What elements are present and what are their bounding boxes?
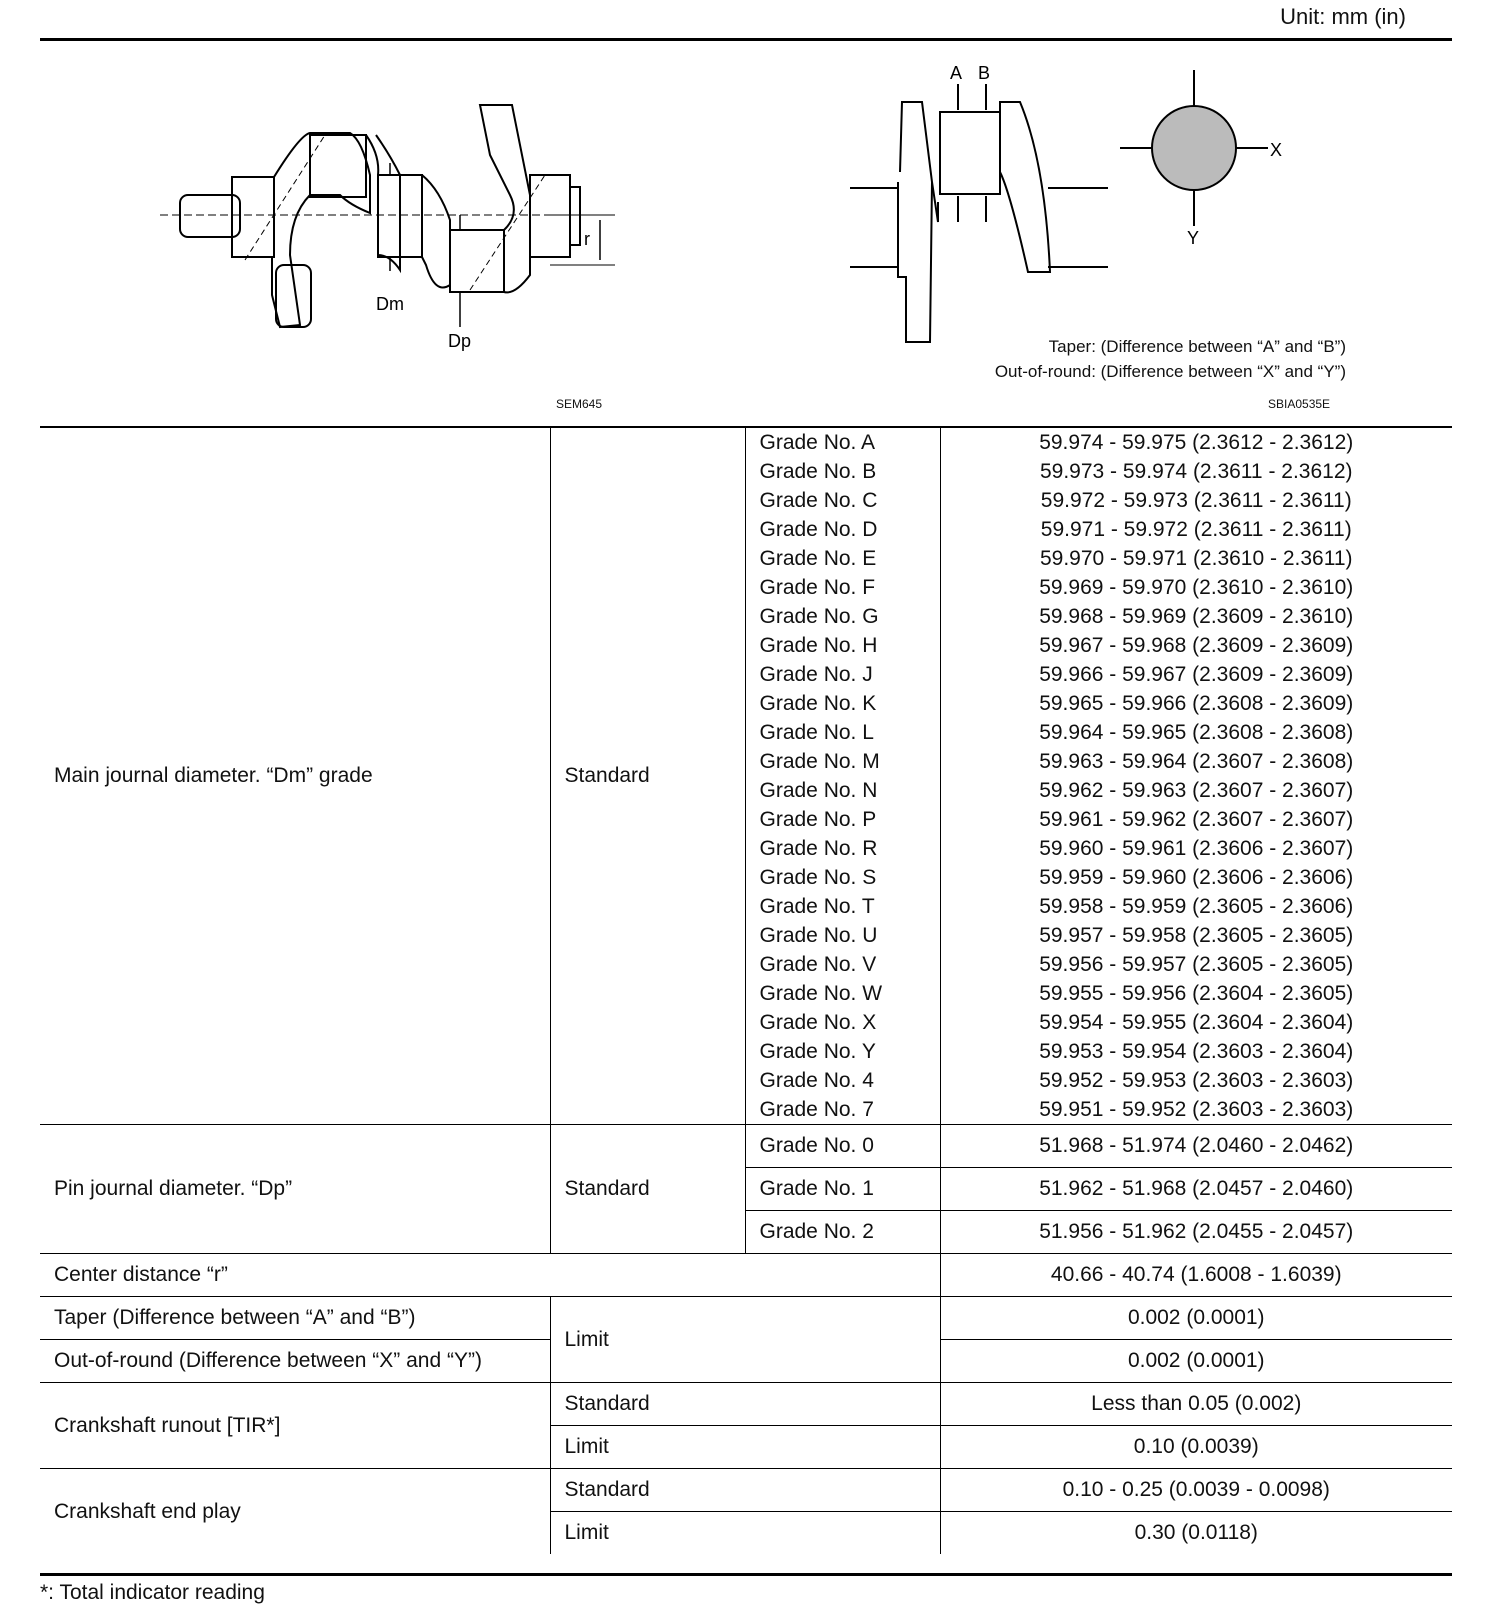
main-grade: Grade No. N: [745, 776, 940, 805]
left-figure-code: SEM645: [556, 397, 603, 411]
right-figure-code: SBIA0535E: [1268, 397, 1331, 411]
main-grade: Grade No. E: [745, 544, 940, 573]
end-play-standard-label: Standard: [550, 1469, 940, 1512]
bottom-rule: [40, 1573, 1452, 1576]
main-value: 59.964 - 59.965 (2.3608 - 2.3608): [940, 718, 1452, 747]
main-value: 59.973 - 59.974 (2.3611 - 2.3612): [940, 457, 1452, 486]
main-grade: Grade No. D: [745, 515, 940, 544]
main-value: 59.966 - 59.967 (2.3609 - 2.3609): [940, 660, 1452, 689]
main-grade: Grade No. Y: [745, 1037, 940, 1066]
main-grade: Grade No. W: [745, 979, 940, 1008]
pin-journal-condition: Standard: [550, 1125, 745, 1254]
pin-journal-label: Pin journal diameter. “Dp”: [40, 1125, 550, 1254]
crankshaft-figure: [150, 95, 630, 365]
main-grade: Grade No. A: [745, 427, 940, 457]
runout-limit-label: Limit: [550, 1426, 940, 1469]
pin-grade: Grade No. 2: [745, 1211, 940, 1254]
main-value: 59.954 - 59.955 (2.3604 - 2.3604): [940, 1008, 1452, 1037]
main-value: 59.957 - 59.958 (2.3605 - 2.3605): [940, 921, 1452, 950]
b-label: B: [978, 63, 991, 83]
main-value: 59.953 - 59.954 (2.3603 - 2.3604): [940, 1037, 1452, 1066]
main-grade: Grade No. B: [745, 457, 940, 486]
main-grade: Grade No. H: [745, 631, 940, 660]
spec-table: [40, 426, 1452, 1554]
unit-label: Unit: mm (in): [1280, 4, 1406, 29]
main-value: 59.965 - 59.966 (2.3608 - 2.3609): [940, 689, 1452, 718]
main-grade-row: [40, 427, 1452, 457]
main-value: 59.963 - 59.964 (2.3607 - 2.3608): [940, 747, 1452, 776]
y-label: Y: [1187, 228, 1200, 248]
end-play-label: Crankshaft end play: [40, 1469, 550, 1555]
main-value: 59.952 - 59.953 (2.3603 - 2.3603): [940, 1066, 1452, 1095]
taper-value: 0.002 (0.0001): [940, 1297, 1452, 1340]
main-value: 59.969 - 59.970 (2.3610 - 2.3610): [940, 573, 1452, 602]
main-value: 59.958 - 59.959 (2.3605 - 2.3606): [940, 892, 1452, 921]
main-grade: Grade No. 7: [745, 1095, 940, 1125]
oor-value: 0.002 (0.0001): [940, 1340, 1452, 1383]
main-grade: Grade No. V: [745, 950, 940, 979]
x-label: X: [1270, 140, 1283, 160]
main-grade: Grade No. M: [745, 747, 940, 776]
main-value: 59.962 - 59.963 (2.3607 - 2.3607): [940, 776, 1452, 805]
dp-label: Dp: [448, 331, 472, 351]
main-value: 59.955 - 59.956 (2.3604 - 2.3605): [940, 979, 1452, 1008]
runout-label: Crankshaft runout [TIR*]: [40, 1383, 550, 1469]
taper-label: Taper (Difference between “A” and “B”): [40, 1297, 550, 1340]
main-grade: Grade No. F: [745, 573, 940, 602]
main-grade: Grade No. P: [745, 805, 940, 834]
main-journal-section: [40, 427, 1452, 1125]
runout-standard-value: Less than 0.05 (0.002): [940, 1383, 1452, 1426]
main-grade: Grade No. J: [745, 660, 940, 689]
runout-limit-value: 0.10 (0.0039): [940, 1426, 1452, 1469]
main-value: 59.974 - 59.975 (2.3612 - 2.3612): [940, 427, 1452, 457]
main-grade: Grade No. U: [745, 921, 940, 950]
main-value: 59.961 - 59.962 (2.3607 - 2.3607): [940, 805, 1452, 834]
main-grade: Grade No. X: [745, 1008, 940, 1037]
main-grade: Grade No. L: [745, 718, 940, 747]
center-distance-value: 40.66 - 40.74 (1.6008 - 1.6039): [940, 1254, 1452, 1297]
main-value: 59.972 - 59.973 (2.3611 - 2.3611): [940, 486, 1452, 515]
oor-label: Out-of-round (Difference between “X” and “Y”): [40, 1340, 550, 1383]
main-grade: Grade No. C: [745, 486, 940, 515]
main-value: 59.968 - 59.969 (2.3609 - 2.3610): [940, 602, 1452, 631]
end-play-limit-value: 0.30 (0.0118): [940, 1512, 1452, 1555]
pin-grade: Grade No. 1: [745, 1168, 940, 1211]
pin-journal-section: [40, 1125, 1452, 1254]
top-rule: [40, 38, 1452, 41]
end-play-limit-label: Limit: [550, 1512, 940, 1555]
main-value: 59.956 - 59.957 (2.3605 - 2.3605): [940, 950, 1452, 979]
journal-figure: [850, 62, 1300, 352]
other-specs: [40, 1254, 1452, 1555]
main-grade: Grade No. K: [745, 689, 940, 718]
main-value: 59.959 - 59.960 (2.3606 - 2.3606): [940, 863, 1452, 892]
main-grade: Grade No. S: [745, 863, 940, 892]
main-value: 59.960 - 59.961 (2.3606 - 2.3607): [940, 834, 1452, 863]
runout-standard-label: Standard: [550, 1383, 940, 1426]
footnote: *: Total indicator reading: [40, 1581, 265, 1604]
r-label: r: [584, 229, 590, 249]
main-journal-condition: Standard: [550, 427, 745, 1125]
main-value: 59.967 - 59.968 (2.3609 - 2.3609): [940, 631, 1452, 660]
end-play-standard-value: 0.10 - 0.25 (0.0039 - 0.0098): [940, 1469, 1452, 1512]
oor-caption: Out-of-round: (Difference between “X” and “Y”): [994, 362, 1346, 381]
taper-caption: Taper: (Difference between “A” and “B”): [1048, 337, 1346, 356]
pin-value: 51.956 - 51.962 (2.0455 - 2.0457): [940, 1211, 1452, 1254]
main-grade: Grade No. G: [745, 602, 940, 631]
a-label: A: [950, 63, 963, 83]
main-value: 59.951 - 59.952 (2.3603 - 2.3603): [940, 1095, 1452, 1125]
dm-label: Dm: [376, 294, 404, 314]
taper-oor-condition: Limit: [550, 1297, 940, 1383]
main-value: 59.971 - 59.972 (2.3611 - 2.3611): [940, 515, 1452, 544]
pin-value: 51.968 - 51.974 (2.0460 - 2.0462): [940, 1125, 1452, 1168]
main-value: 59.970 - 59.971 (2.3610 - 2.3611): [940, 544, 1452, 573]
pin-grade: Grade No. 0: [745, 1125, 940, 1168]
pin-value: 51.962 - 51.968 (2.0457 - 2.0460): [940, 1168, 1452, 1211]
main-grade: Grade No. 4: [745, 1066, 940, 1095]
center-distance-label: Center distance “r”: [40, 1254, 940, 1297]
main-grade: Grade No. T: [745, 892, 940, 921]
main-journal-label: Main journal diameter. “Dm” grade: [40, 427, 550, 1125]
main-grade: Grade No. R: [745, 834, 940, 863]
